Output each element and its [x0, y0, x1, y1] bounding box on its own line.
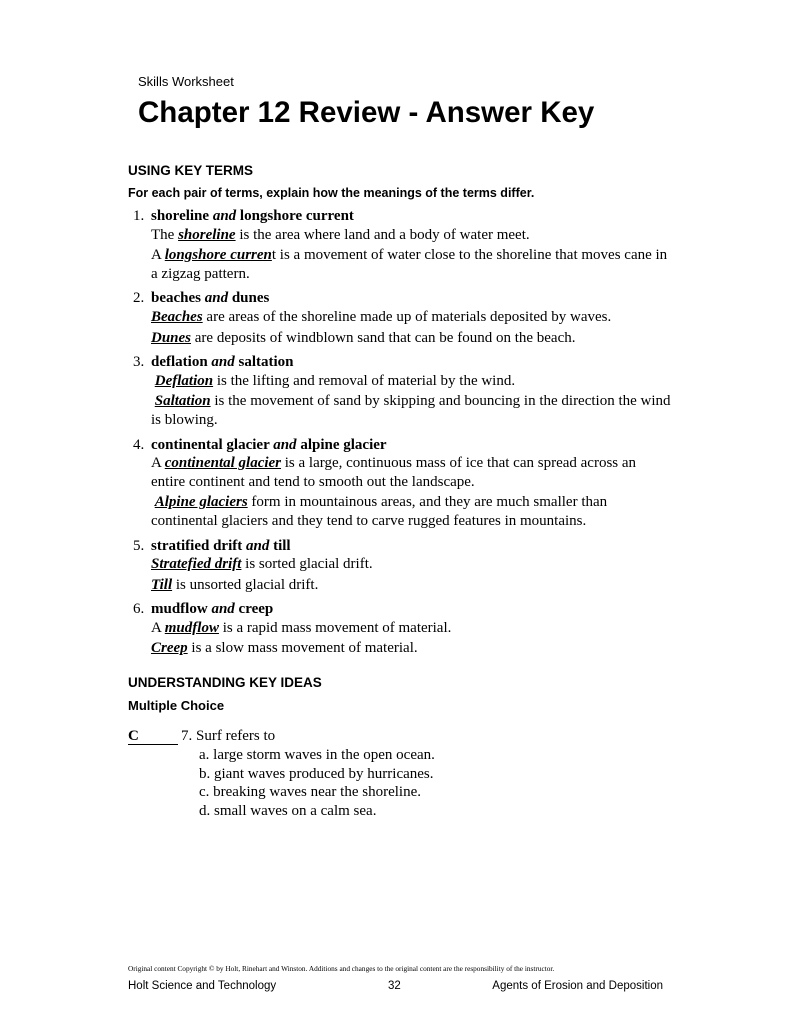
- section-heading-key-ideas: UNDERSTANDING KEY IDEAS: [128, 675, 322, 690]
- list-item: [128, 207, 673, 283]
- list-item: [128, 436, 673, 531]
- key-term: continental glacier: [164, 455, 282, 472]
- item-number: 6.: [133, 601, 145, 618]
- item-number: 5.: [133, 537, 145, 554]
- page-number: 32: [388, 980, 401, 992]
- answer-blank: C: [128, 728, 178, 745]
- answer-text: A longshore current is a movement of water close to the shoreline that moves cane in a zigzag pattern.: [151, 247, 668, 282]
- key-term: Deflation: [154, 372, 214, 389]
- multiple-choice-question: [128, 727, 435, 819]
- answer-text: Saltation is the movement of sand by skipping and bouncing in the direction the wind is blowing.: [151, 393, 671, 428]
- key-term: longshore curren: [164, 247, 272, 264]
- question-text: 7. Surf refers to: [181, 728, 276, 744]
- key-term: shoreline: [178, 226, 236, 243]
- answer-text: Alpine glaciers form in mountainous areas, and they are much smaller than continental glaciers and they tend to carve rugged features in mountains.: [151, 494, 608, 529]
- option-d: d. small waves on a calm sea.: [199, 802, 377, 819]
- worksheet-kicker: Skills Worksheet: [138, 74, 234, 89]
- term-pair-heading: continental glacier and alpine glacier: [151, 436, 387, 453]
- list-item: [128, 600, 673, 658]
- instructions: For each pair of terms, explain how the meanings of the terms differ.: [128, 186, 535, 200]
- key-term: Saltation: [154, 393, 211, 410]
- answer-text: A mudflow is a rapid mass movement of material.: [151, 619, 452, 636]
- footer-publisher: Holt Science and Technology: [128, 980, 277, 992]
- key-term: Dunes: [151, 329, 192, 346]
- key-term: Stratefied drift: [151, 556, 242, 573]
- term-pair-heading: deflation and saltation: [151, 354, 294, 371]
- answer-text: A continental glacier is a large, continuous mass of ice that can spread across an entire continent and tend to smooth out the landscape.: [151, 455, 637, 490]
- key-term: mudflow: [164, 619, 219, 636]
- term-pair-heading: shoreline and longshore current: [151, 208, 354, 224]
- list-item: [128, 289, 673, 347]
- term-pair-heading: stratified drift and till: [151, 537, 291, 554]
- answer-text: Till is unsorted glacial drift.: [151, 576, 319, 593]
- term-pair-heading: mudflow and creep: [151, 601, 274, 618]
- option-b: b. giant waves produced by hurricanes.: [199, 765, 434, 782]
- subsection-heading: Multiple Choice: [128, 698, 225, 713]
- option-a: a. large storm waves in the open ocean.: [199, 747, 435, 763]
- term-pair-heading: beaches and dunes: [151, 290, 270, 307]
- answer-text: Stratefied drift is sorted glacial drift.: [151, 556, 373, 573]
- answer-text: Deflation is the lifting and removal of material by the wind.: [154, 372, 516, 389]
- list-item: [128, 537, 673, 595]
- item-number: 3.: [133, 354, 145, 371]
- page-title: Chapter 12 Review - Answer Key: [138, 96, 595, 129]
- key-term: Beaches: [151, 308, 203, 325]
- answer-text: Creep is a slow mass movement of material.: [151, 640, 418, 657]
- item-number: 2.: [133, 290, 145, 307]
- key-term: Creep: [151, 640, 188, 657]
- list-item: [128, 353, 673, 429]
- answer-text: Dunes are deposits of windblown sand that can be found on the beach.: [151, 329, 576, 346]
- answer-text: Beaches are areas of the shoreline made up of materials deposited by waves.: [151, 308, 612, 325]
- answer-options: [199, 746, 435, 820]
- footer-chapter: Agents of Erosion and Deposition: [492, 980, 663, 992]
- key-term: Alpine glaciers: [154, 494, 248, 511]
- option-c: c. breaking waves near the shoreline.: [199, 784, 421, 801]
- item-number: 1.: [133, 208, 145, 224]
- item-number: 4.: [133, 436, 145, 453]
- key-terms-list: [128, 207, 673, 664]
- answer-text: The shoreline is the area where land and a body of water meet.: [151, 226, 530, 243]
- key-term: Till: [151, 576, 173, 593]
- section-heading-key-terms: USING KEY TERMS: [128, 163, 254, 178]
- copyright-notice: Original content Copyright © by Holt, Rinehart and Winston. Additions and changes to the original content are the responsibility of the instructor.: [128, 964, 555, 973]
